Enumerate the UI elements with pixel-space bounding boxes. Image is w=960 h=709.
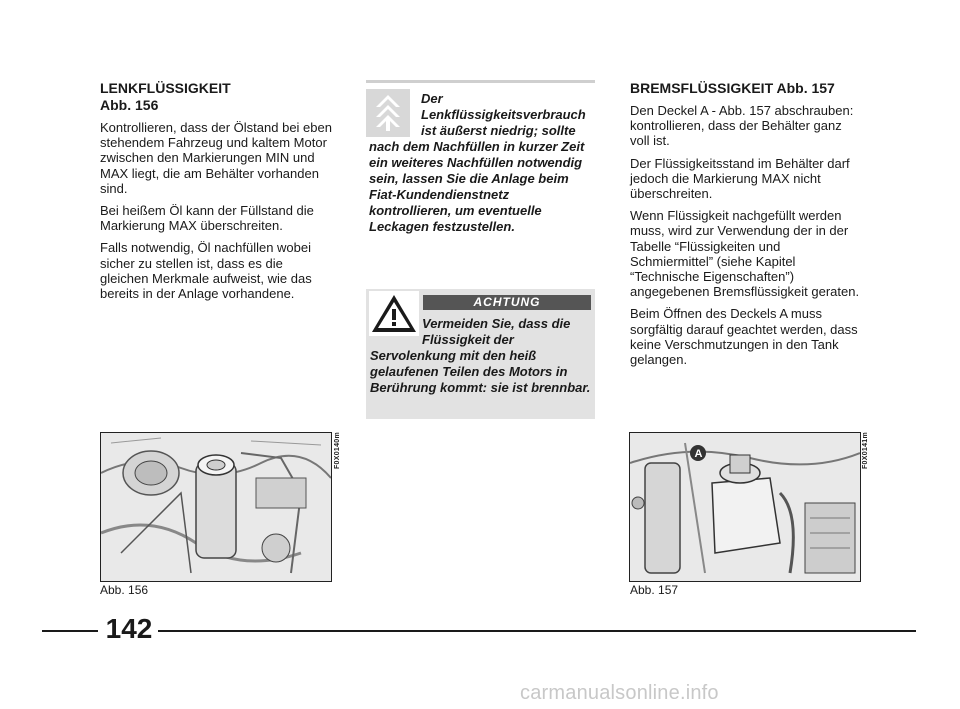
- heading-line-1: LENKFLÜSSIGKEIT: [100, 80, 231, 96]
- marker-a-label: A: [694, 448, 703, 460]
- figure-code: F0X0140m: [334, 432, 341, 470]
- watermark: carmanualsonline.info: [520, 682, 719, 704]
- paragraph: Kontrollieren, dass der Ölstand bei eben stehendem Fahrzeug und kaltem Motor zwischen den Markierungen MIN und MAX liegt, die am Behälter vorhanden sind.: [100, 120, 332, 196]
- footer-rule-left: [42, 630, 98, 632]
- page-number: 142: [105, 613, 153, 644]
- figure-156-drawing: [101, 433, 331, 581]
- paragraph: Wenn Flüssigkeit nachgefüllt werden muss, wird zur Verwendung der in der Tabelle “Flüssigkeiten und Schmiermittel” (siehe Kapitel “Technische Eigenschaften”) angegebenen Bremsflüssigkeit geraten.: [630, 208, 860, 300]
- figure-caption: Abb. 156: [100, 583, 149, 597]
- warning-label: ACHTUNG: [423, 295, 591, 310]
- note-text-wrapper: [369, 91, 593, 235]
- footer-rule-right: [158, 630, 916, 632]
- paragraph: Falls notwendig, Öl nachfüllen wobei sicher zu stellen ist, dass es die gleichen Merkmale aufweist, wie das bereits in der Anlage vorhandene.: [100, 240, 312, 302]
- paragraph: Den Deckel A - Abb. 157 abschrauben: kontrollieren, dass der Behälter ganz voll ist.: [630, 103, 854, 149]
- warning-box: [366, 289, 595, 419]
- paragraph: Der Flüssigkeitsstand im Behälter darf jedoch die Markierung MAX nicht überschreiten.: [630, 155, 850, 202]
- paragraph: Bei heißem Öl kann der Füllstand die Markierung MAX überschreiten.: [100, 203, 314, 234]
- left-column: [100, 80, 332, 308]
- figure-156-engine-bay-photo: [100, 432, 332, 582]
- figure-157-engine-bay-photo: [629, 432, 861, 582]
- warning-text-wrapper: [370, 316, 592, 396]
- figure-code: F0X0141m: [862, 432, 869, 470]
- section-heading-brake-fluid: BREMSFLÜSSIGKEIT Abb. 157: [630, 80, 835, 96]
- figure-157-drawing: [630, 433, 860, 581]
- environment-note-box: [366, 80, 595, 255]
- figure-caption: Abb. 157: [630, 583, 679, 597]
- warning-text: Vermeiden Sie, dass die Flüssigkeit der Servolenkung mit den heiß gelaufenen Teilen des Motors in Berührung kommt: sie ist brennbar.: [370, 316, 591, 395]
- note-text: Der Lenkflüssigkeitsverbrauch ist äußerst niedrig; sollte nach dem Nachfüllen in kurzer Zeit ein weiteres Nachfüllen notwendig sein, lassen Sie die Anlage beim Fiat-Kundendienstnetz kontrollieren, um eventuelle Leckagen festzustellen.: [369, 91, 586, 234]
- heading-line-2: Abb. 156: [100, 97, 159, 113]
- paragraph: Beim Öffnen des Deckels A muss sorgfältig darauf geachtet werden, dass keine Verschmutzungen in den Tank gelangen.: [630, 306, 858, 368]
- right-column: [630, 80, 862, 374]
- section-heading-steering-fluid: [100, 80, 332, 114]
